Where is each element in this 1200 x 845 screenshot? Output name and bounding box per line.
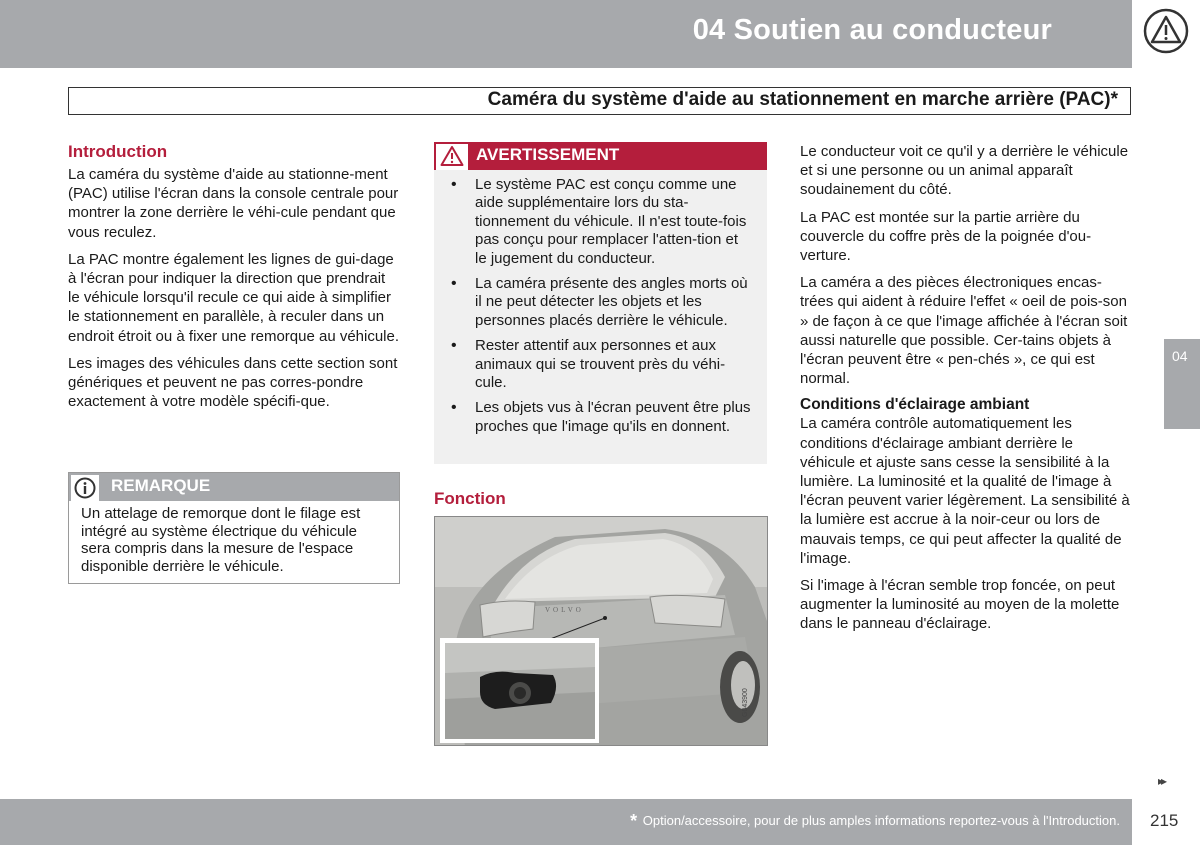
warning-header (434, 142, 767, 170)
right-paragraph-1: Le conducteur voit ce qu'il y a derrière le véhicule et si une personne ou un animal apparaît soudainement du côté. (800, 143, 1129, 199)
car-rear-photo (434, 516, 768, 746)
warning-label: AVERTISSEMENT (476, 145, 620, 164)
footnote-text: Option/accessoire, pour de plus amples informations reportez-vous à l'Introduction. (642, 813, 1120, 828)
note-box (68, 472, 400, 584)
introduction-heading: Introduction (68, 142, 168, 161)
left-column (68, 142, 400, 419)
chapter-side-tab (1164, 339, 1200, 429)
chapter-title: 04 Soutien au conducteur (692, 14, 1052, 46)
chapter-header (0, 0, 1132, 68)
right-paragraph-5: Si l'image à l'écran semble trop foncée, on peut augmenter la luminosité au moyen de la molette dans le panneau d'éclairage. (800, 577, 1120, 633)
warning-list (434, 170, 767, 436)
warning-icon-box (436, 144, 468, 170)
ambient-light-heading: Conditions d'éclairage ambiant (800, 396, 1030, 414)
page-number: 215 (1150, 811, 1179, 830)
warning-box (434, 142, 767, 464)
next-page-arrows-icon: ▸▸ (1158, 774, 1165, 788)
side-tab-label: 04 (1172, 348, 1188, 364)
fonction-heading: Fonction (434, 489, 506, 508)
car-badge-text: VOLVO (545, 606, 584, 614)
right-column (800, 142, 1130, 642)
intro-paragraph-2: La PAC montre également les lignes de gui-dage à l'écran pour indiquer la direction que prendrait le véhicule lorsqu'il recule ce qui aide à simplifier le stationnement en parallèle, à reculer dans un endroit étroit ou à fixer une remorque au véhicule. (68, 250, 400, 345)
intro-paragraph-3: Les images des véhicules dans cette section sont génériques et peuvent ne pas corres-pondre exactement à votre modèle spécifi-que. (68, 354, 398, 411)
right-paragraph-3: La caméra a des pièces électroniques encas-trées qui aident à réduire l'effet « oeil de pois-son » de façon à ce que l'image affichée à l'écran soit aussi naturelle que possible. Cer-tains objets à l'écran peuvent être « pen-chés », ce qui est normal. (800, 274, 1128, 388)
intro-paragraph-1: La caméra du système d'aide au stationne-ment (PAC) utilise l'écran dans la console centrale pour montrer la zone derrière le véhi-cule pendant que vous reculez. (68, 166, 399, 241)
note-label: REMARQUE (111, 476, 211, 495)
section-title: Caméra du système d'aide au stationnement en marche arrière (PAC)* (487, 89, 1118, 110)
right-paragraph-2: La PAC est montée sur la partie arrière du couvercle du coffre près de la poignée d'ou-verture. (800, 208, 1092, 265)
warning-triangle-icon (440, 145, 464, 167)
warning-item: • Rester attentif aux personnes et aux animaux qui se trouvent près du véhi-cule. (448, 337, 751, 392)
info-icon (74, 477, 96, 499)
section-title-box (68, 87, 1131, 115)
footer-band (0, 799, 1132, 845)
note-text: Un attelage de remorque dont le filage est intégré au système électrique du véhicule sera compris dans la mesure de l'espace disponible derrière le véhicule. (81, 505, 361, 575)
chapter-icon-box (1132, 0, 1200, 68)
warning-item: • Les objets vus à l'écran peuvent être plus proches que l'image qu'ils en donnent. (448, 399, 751, 436)
footnote-star: * (630, 811, 638, 831)
warning-item: • Le système PAC est conçu comme une aide supplémentaire lors du sta-tionnement du véhicule. Il n'est toute-fois pas conçu pour remplacer l'atten-tion et le jugement du conducteur. (448, 176, 751, 268)
warning-item: • La caméra présente des angles morts où il ne peut détecter les objets et les personnes placés derrière le véhicule. (448, 275, 751, 330)
info-icon-box (71, 475, 99, 501)
footer-note (630, 811, 1120, 832)
image-code: G043900 (742, 688, 749, 717)
warning-triangle-icon (1143, 8, 1189, 54)
right-paragraph-4: La caméra contrôle automatiquement les conditions d'éclairage ambiant derrière le véhicule et ajuste sans cesse la sensibilité à la lumière. La luminosité et la qualité de l'image à l'écran peuvent varier légèrement. La sensibilité à la lumière est accrue à la noir-ceur ou lors de mauvais temps, ce qui peut affecter la qualité de l'image. (800, 415, 1130, 567)
car-rear-illustration (435, 517, 768, 746)
note-header (69, 473, 399, 501)
